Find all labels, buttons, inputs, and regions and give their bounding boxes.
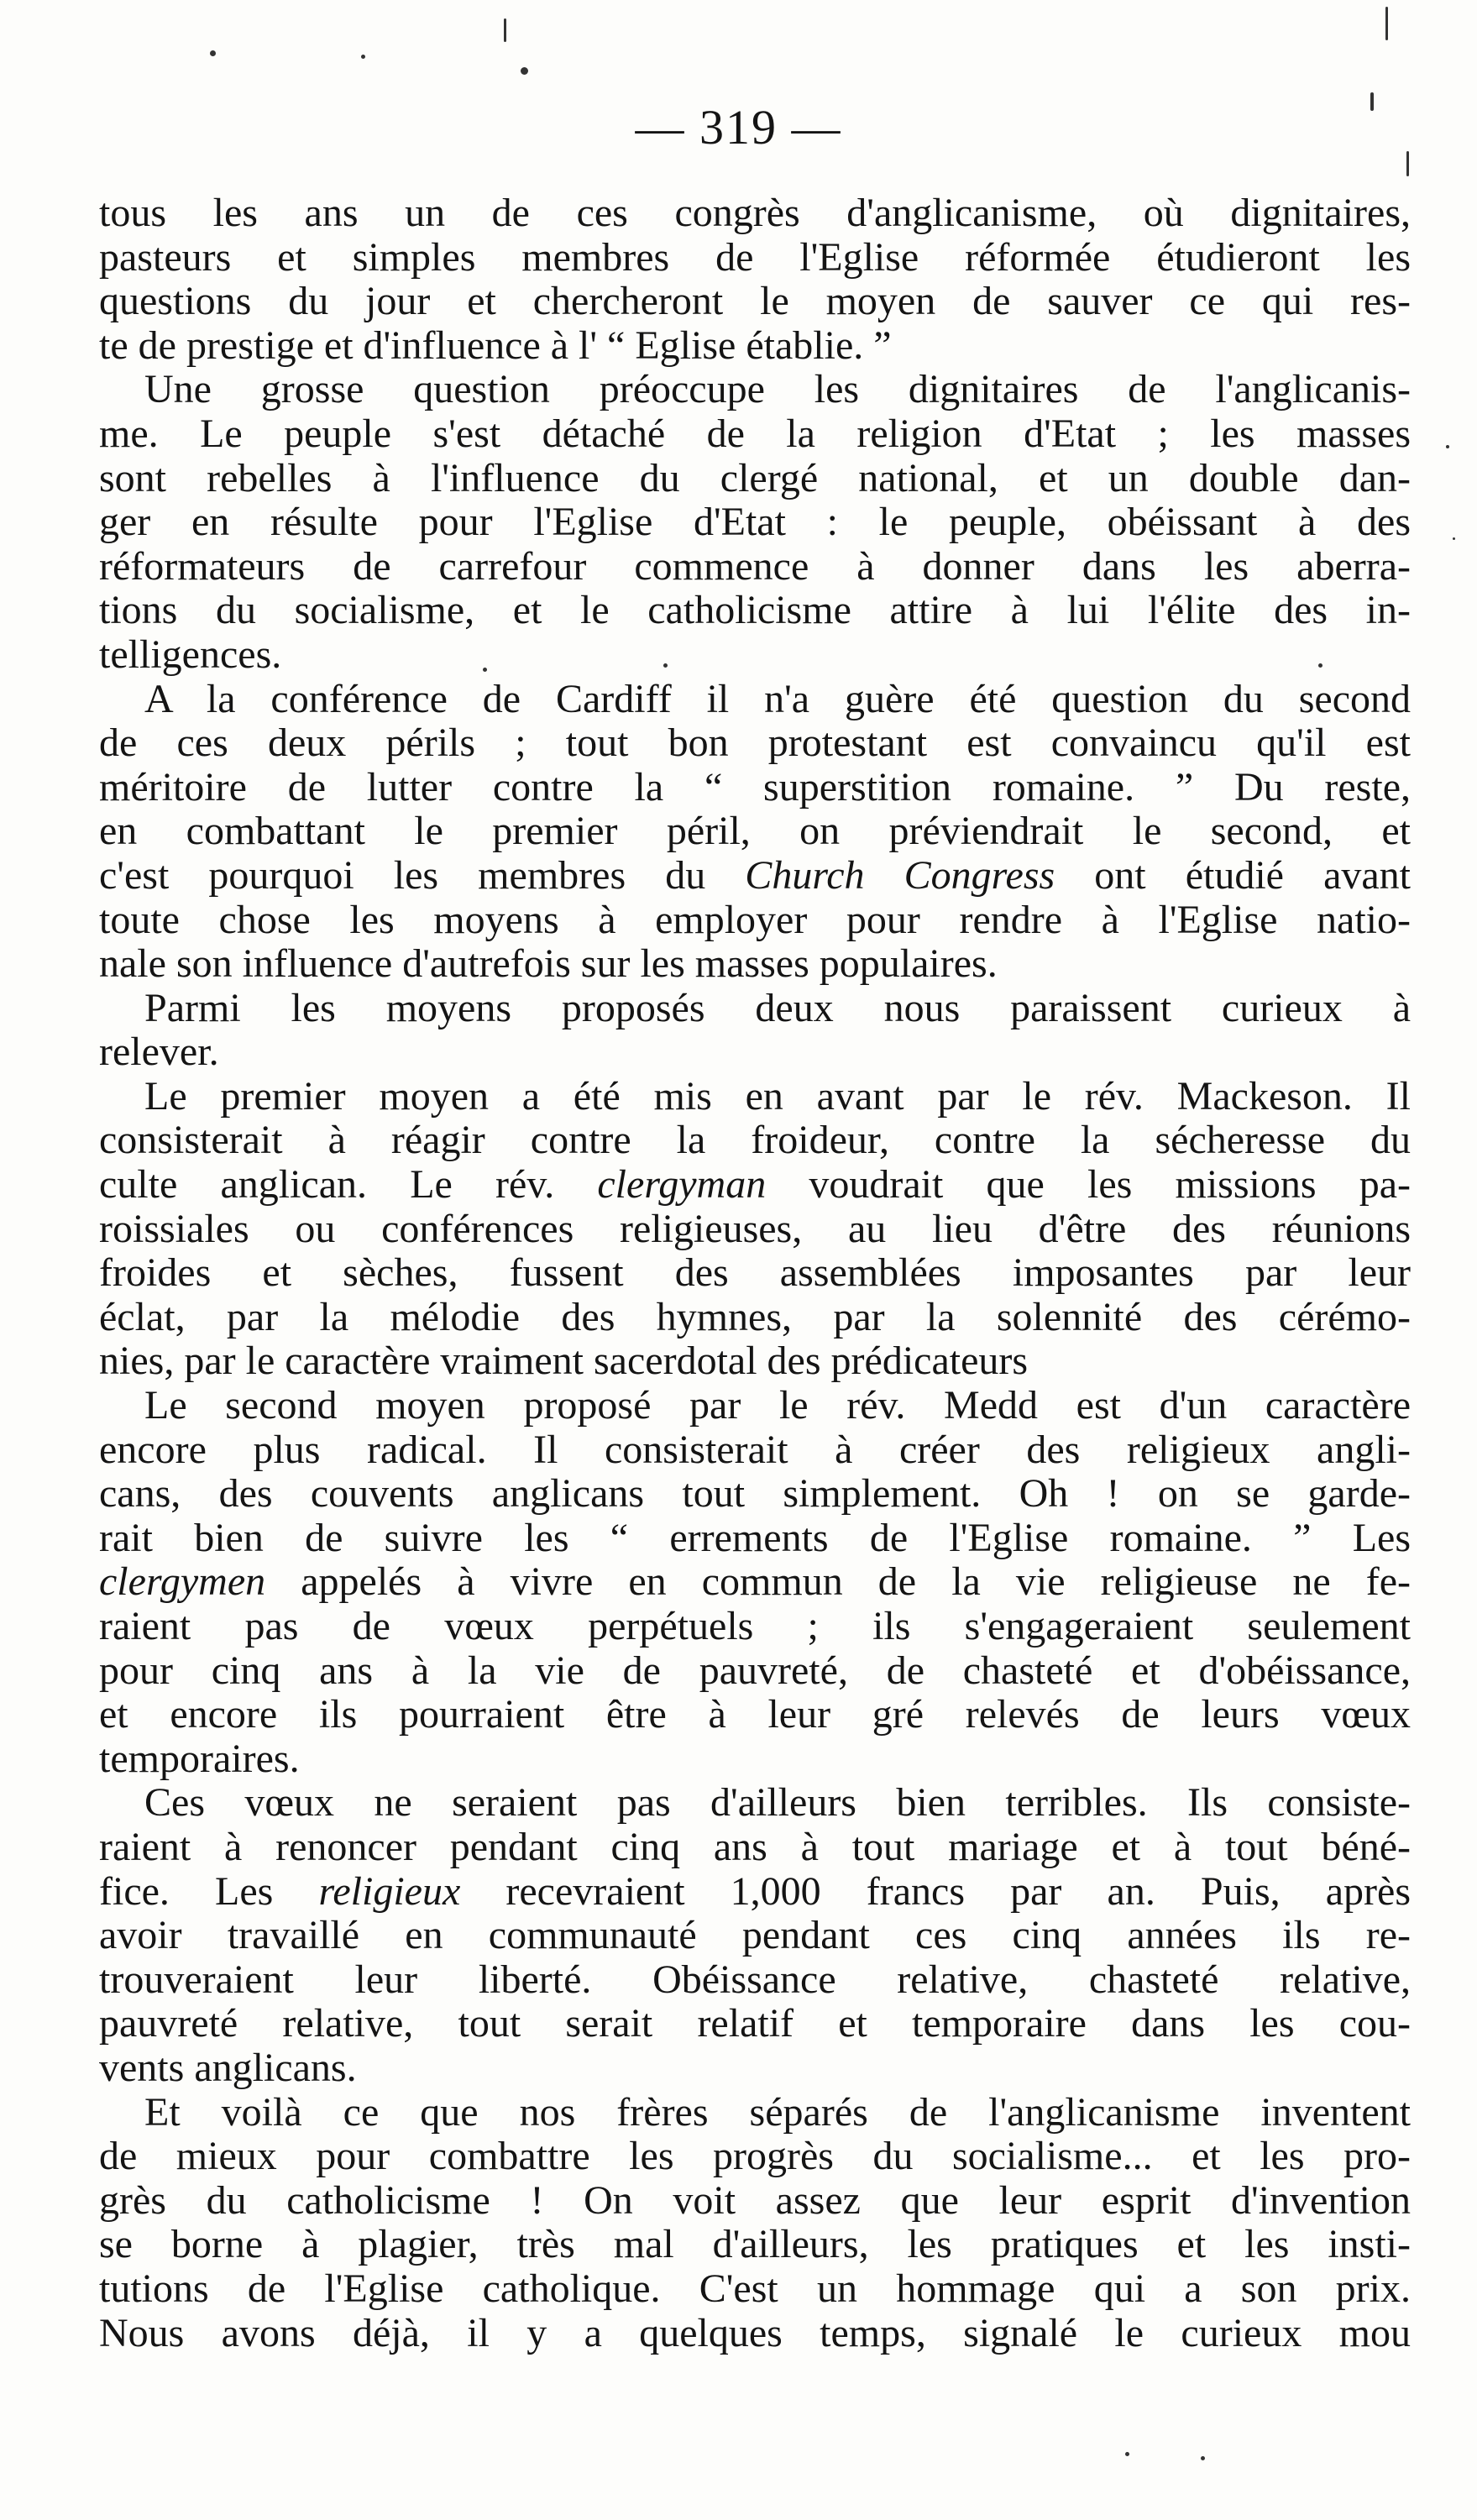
- text-line: [99, 1693, 1411, 1737]
- line-text: nale son influence d'autrefois sur les masses populaires.: [99, 941, 998, 987]
- scan-speck: [1201, 2456, 1205, 2460]
- text-line: [99, 1384, 1411, 1428]
- line-text: Parmi les moyens proposés deux nous paraissent curieux à: [144, 985, 1411, 1030]
- scan-speck: [1125, 2452, 1129, 2456]
- line-text: me. Le peuple s'est détaché de la religion d'Etat ; les masses: [99, 411, 1411, 456]
- text-line: [99, 2002, 1411, 2046]
- line-text: te de prestige et d'influence à l' “ Eglise établie. ”: [99, 322, 892, 368]
- text-line: [99, 1075, 1411, 1119]
- text-line: [99, 2135, 1411, 2179]
- text-line: [99, 1870, 1411, 1915]
- text-line: [99, 633, 1411, 678]
- text-line: [99, 2312, 1411, 2356]
- line-text: rait bien de suivre les “ errements de l'Eglise romaine. ” Les: [99, 1515, 1411, 1560]
- line-text: Nous avons déjà, il y a quelques temps, signalé le curieux mou: [99, 2310, 1411, 2355]
- text-line: [99, 1737, 1411, 1782]
- line-text: tions du socialisme, et le catholicisme attire à lui l'élite des in-: [99, 588, 1411, 633]
- text-line: [99, 1605, 1411, 1649]
- text-line: [99, 2046, 1411, 2091]
- text-line: [99, 191, 1411, 236]
- text-line: [99, 1208, 1411, 1252]
- text-line: [99, 1958, 1411, 2003]
- line-text: grès du catholicisme ! On voit assez que leur esprit d'invention: [99, 2177, 1411, 2223]
- text-line: [99, 236, 1411, 280]
- text-line: [99, 1472, 1411, 1517]
- scan-speck: [1446, 445, 1449, 448]
- scan-speck: [521, 67, 528, 75]
- text-line: [99, 2223, 1411, 2267]
- line-text: éclat, par la mélodie des hymnes, par la solennité des cérémo-: [99, 1294, 1411, 1339]
- line-text: réformateurs de carrefour commence à donner dans les aberra-: [99, 543, 1411, 589]
- line-text: A la conférence de Cardiff il n'a guère été question du second: [144, 676, 1411, 721]
- line-text: vents anglicans.: [99, 2045, 357, 2090]
- line-text: tutions de l'Eglise catholique. C'est un hommage qui a son prix.: [99, 2266, 1411, 2311]
- text-line: [99, 368, 1411, 412]
- text-line: [99, 2091, 1411, 2135]
- line-text: Et voilà ce que nos frères séparés de l'anglicanisme inventent: [144, 2089, 1411, 2135]
- line-text: pauvreté relative, tout serait relatif et temporaire dans les cou-: [99, 2001, 1411, 2046]
- scan-speck: [1318, 663, 1322, 668]
- text-line: [99, 1296, 1411, 1340]
- italic-term: clergymen: [99, 1559, 266, 1605]
- line-text: Ces vœux ne seraient pas d'ailleurs bien terribles. Ils consiste-: [144, 1780, 1411, 1826]
- line-text: pasteurs et simples membres de l'Eglise réformée étudieront les: [99, 234, 1411, 280]
- text-line: [99, 589, 1411, 633]
- line-text: raient à renoncer pendant cinq ans à tout mariage et à tout béné-: [99, 1824, 1411, 1869]
- line-text: froides et sèches, fussent des assemblées imposantes par leur: [99, 1250, 1411, 1296]
- line-text: ont étudié avant: [1055, 852, 1412, 898]
- text-line: [99, 1030, 1411, 1075]
- text-line: [99, 1560, 1411, 1605]
- text-line: [99, 412, 1411, 457]
- text-line: [99, 1914, 1411, 1958]
- line-text: voudrait que les missions pa-: [766, 1162, 1411, 1208]
- text-line: [99, 545, 1411, 589]
- text-line: [99, 500, 1411, 545]
- text-line: [99, 1163, 1411, 1208]
- text-line: [99, 280, 1411, 324]
- text-line: [99, 721, 1411, 766]
- line-text: roissiales ou conférences religieuses, au lieu d'être des réunions: [99, 1206, 1411, 1251]
- scan-speck: [210, 50, 216, 56]
- line-text: de ces deux périls ; tout bon protestant est convaincu qu'il est: [99, 720, 1411, 766]
- text-line: [99, 324, 1411, 369]
- text-line: [99, 1826, 1411, 1870]
- text-line: [99, 766, 1411, 810]
- line-text: en combattant le premier péril, on préviendrait le second, et: [99, 809, 1411, 854]
- line-text: cans, des couvents anglicans tout simplement. Oh ! on se garde-: [99, 1471, 1411, 1517]
- line-text: sont rebelles à l'influence du clergé national, et un double dan-: [99, 455, 1411, 500]
- text-line: [99, 854, 1411, 899]
- scan-speck: [1370, 92, 1374, 111]
- scan-speck: [1453, 537, 1455, 540]
- scan-speck: [504, 18, 506, 42]
- scan-speck: [663, 663, 668, 668]
- line-text: culte anglican. Le rév.: [99, 1162, 598, 1208]
- line-text: toute chose les moyens à employer pour rendre à l'Eglise natio-: [99, 897, 1411, 942]
- text-line: [99, 678, 1411, 722]
- line-text: appelés à vivre en commun de la vie religieuse ne fe-: [265, 1559, 1411, 1605]
- text-line: [99, 942, 1411, 987]
- line-text: questions du jour et chercheront le moyen de sauver ce qui res-: [99, 279, 1411, 324]
- line-text: recevraient 1,000 francs par an. Puis, après: [460, 1868, 1412, 1914]
- line-text: de mieux pour combattre les progrès du socialisme... et les pro-: [99, 2134, 1411, 2179]
- line-text: encore plus radical. Il consisterait à créer des religieux angli-: [99, 1427, 1411, 1472]
- line-text: c'est pourquoi les membres du: [99, 852, 746, 898]
- italic-term: Church Congress: [745, 852, 1055, 898]
- line-text: et encore ils pourraient être à leur gré relevés de leurs vœux: [99, 1692, 1411, 1737]
- line-text: avoir travaillé en communauté pendant ces cinq années ils re-: [99, 1913, 1411, 1958]
- text-line: [99, 1517, 1411, 1561]
- text-line: [99, 1251, 1411, 1296]
- line-text: relever.: [99, 1029, 219, 1075]
- text-line: [99, 1119, 1411, 1163]
- line-text: Une grosse question préoccupe les dignitaires de l'anglicanis-: [144, 367, 1411, 412]
- italic-term: religieux: [318, 1868, 461, 1914]
- line-text: trouveraient leur liberté. Obéissance relative, chasteté relative,: [99, 1957, 1411, 2002]
- text-line: [99, 809, 1411, 854]
- line-text: fice. Les: [99, 1868, 319, 1914]
- scan-speck: [483, 668, 487, 672]
- scan-speck: [361, 55, 365, 59]
- text-line: [99, 1781, 1411, 1826]
- line-text: nies, par le caractère vraiment sacerdotal des prédicateurs: [99, 1339, 1029, 1384]
- line-text: raient pas de vœux perpétuels ; ils s'engageraient seulement: [99, 1604, 1411, 1648]
- text-line: [99, 899, 1411, 943]
- body-text: [99, 191, 1411, 2355]
- text-line: [99, 1428, 1411, 1473]
- line-text: méritoire de lutter contre la “ superstition romaine. ” Du reste,: [99, 764, 1411, 809]
- line-text: ger en résulte pour l'Eglise d'Etat : le peuple, obéissant à des: [99, 500, 1411, 545]
- line-text: Le premier moyen a été mis en avant par le rév. Mackeson. Il: [144, 1073, 1411, 1119]
- line-text: consisterait à réagir contre la froideur, contre la sécheresse du: [99, 1118, 1411, 1163]
- line-text: temporaires.: [99, 1736, 300, 1781]
- line-text: pour cinq ans à la vie de pauvreté, de chasteté et d'obéissance,: [99, 1648, 1411, 1693]
- line-text: se borne à plagier, très mal d'ailleurs, les pratiques et les insti-: [99, 2222, 1411, 2267]
- text-line: [99, 1649, 1411, 1694]
- page-number: — 319 —: [635, 100, 842, 155]
- scan-speck: [1385, 7, 1388, 40]
- text-line: [99, 1339, 1411, 1384]
- text-line: [99, 2267, 1411, 2312]
- text-line: [99, 457, 1411, 501]
- italic-term: clergyman: [597, 1162, 767, 1208]
- line-text: Le second moyen proposé par le rév. Medd est d'un caractère: [144, 1383, 1411, 1428]
- text-line: [99, 987, 1411, 1031]
- text-line: [99, 2179, 1411, 2224]
- line-text: tous les ans un de ces congrès d'anglicanisme, où dignitaires,: [99, 191, 1411, 235]
- line-text: telligences.: [99, 631, 282, 677]
- scan-speck: [1406, 151, 1409, 176]
